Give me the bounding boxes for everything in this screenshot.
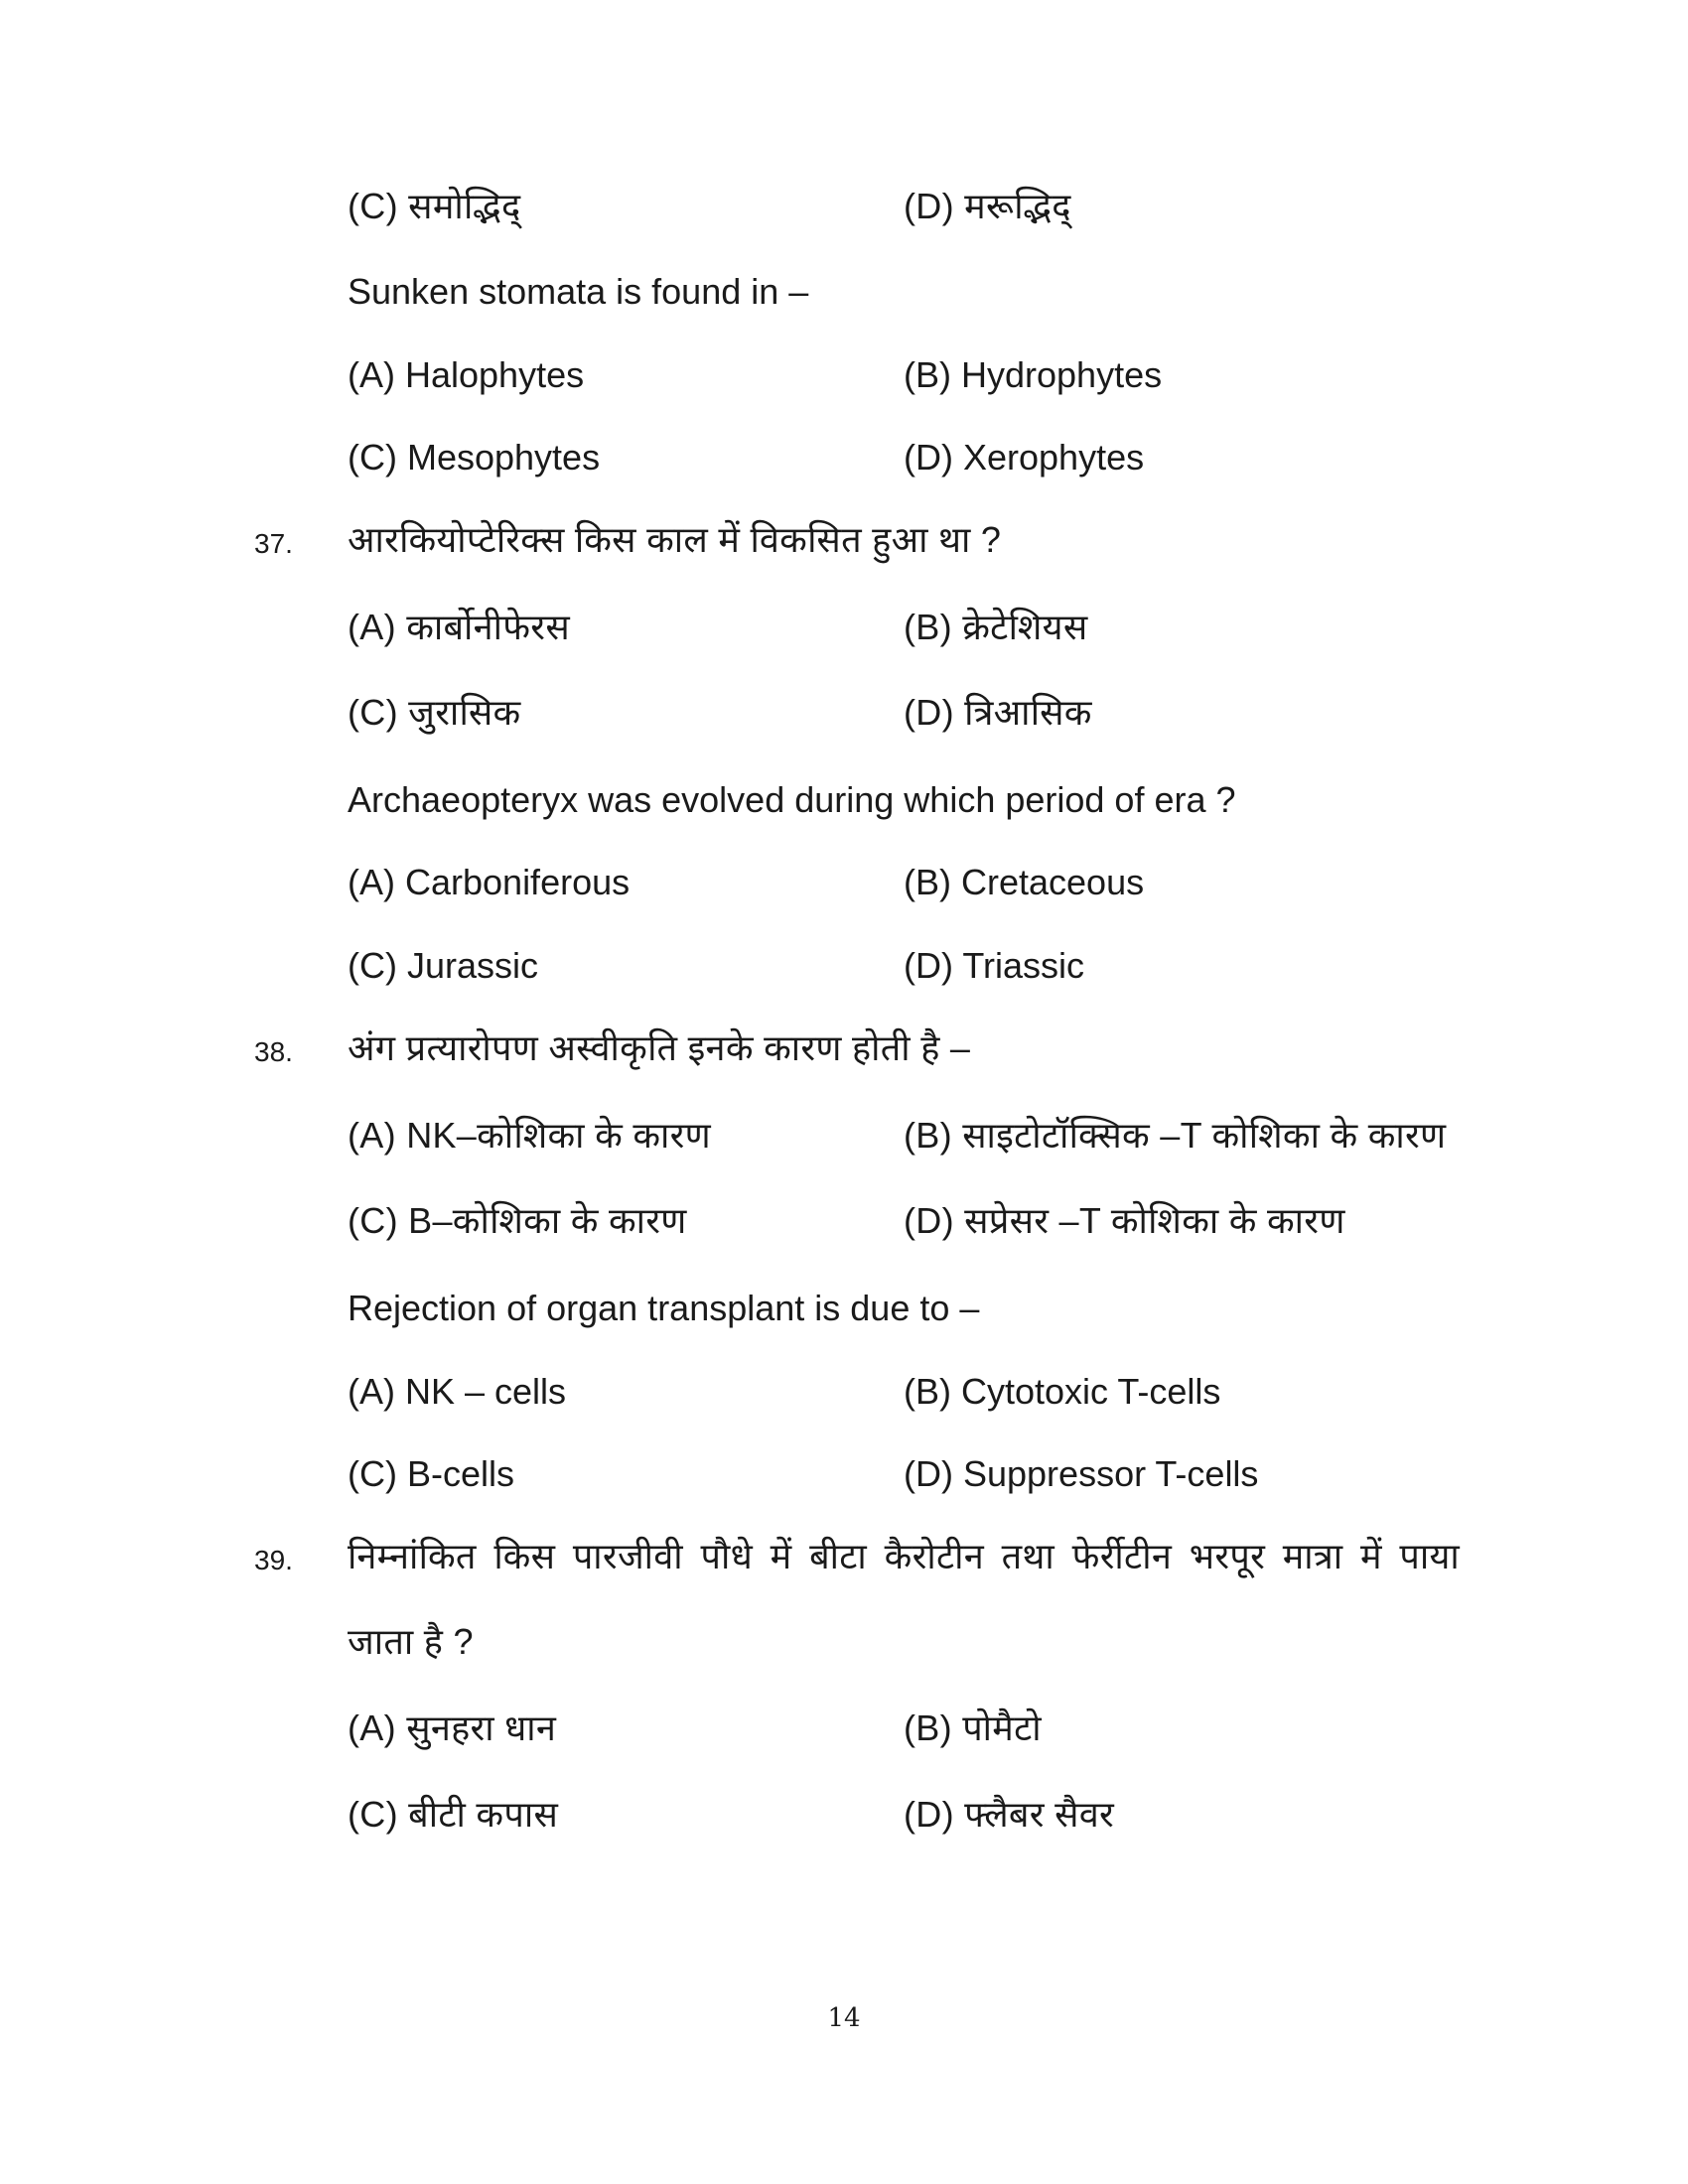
q38-hi-option-d: (D) सप्रेसर –T कोशिका के कारण xyxy=(904,1200,1345,1241)
q38-en-option-b: (B) Cytotoxic T-cells xyxy=(904,1371,1221,1412)
q39-hi-option-a: (A) सुनहरा धान xyxy=(348,1707,557,1748)
q37-hi-option-d: (D) त्रिआसिक xyxy=(904,692,1092,733)
q38-en-option-c: (C) B-cells xyxy=(348,1453,514,1494)
q36-en-option-b: (B) Hydrophytes xyxy=(904,354,1163,395)
page-number: 14 xyxy=(827,2003,861,2033)
q38-hi-stem: अंग प्रत्यारोपण अस्वीकृति इनके कारण होती है – xyxy=(348,1027,971,1068)
q36-en-option-d: (D) Xerophytes xyxy=(904,437,1145,478)
q39-hi-option-d: (D) फ्लैबर सैवर xyxy=(904,1794,1115,1835)
q38-hi-option-c: (C) B–कोशिका के कारण xyxy=(348,1200,687,1241)
q37-en-option-a: (A) Carboniferous xyxy=(348,862,631,902)
q37-number: 37. xyxy=(254,528,293,559)
q39-hi-stem-line1: निम्नांकित किस पारजीवी पौधे में बीटा कैरोटीन तथा फेर्रीटीन भरपूर मात्रा में पाया xyxy=(348,1536,1460,1576)
q38-hi-option-b: (B) साइटोटॉक्सिक –T कोशिका के कारण xyxy=(904,1115,1447,1156)
q38-number: 38. xyxy=(254,1036,293,1067)
q36-en-stem: Sunken stomata is found in – xyxy=(348,271,809,312)
q37-hi-stem: आरकियोप्टेरिक्स किस काल में विकसित हुआ था ? xyxy=(348,519,1002,560)
q37-en-option-c: (C) Jurassic xyxy=(348,945,539,986)
q38-en-stem: Rejection of organ transplant is due to – xyxy=(348,1288,980,1328)
q36-hi-option-d: (D) मरूद्भिद् xyxy=(904,186,1071,226)
q36-en-option-a: (A) Halophytes xyxy=(348,354,585,395)
q37-en-option-b: (B) Cretaceous xyxy=(904,862,1145,902)
q37-hi-option-a: (A) कार्बोनीफेरस xyxy=(348,607,570,647)
q37-en-stem: Archaeopteryx was evolved during which period of era ? xyxy=(348,779,1236,820)
q36-en-option-c: (C) Mesophytes xyxy=(348,437,601,478)
q36-hi-option-c: (C) समोद्भिद् xyxy=(348,186,521,226)
q39-hi-option-b: (B) पोमैटो xyxy=(904,1707,1042,1748)
q38-en-option-a: (A) NK – cells xyxy=(348,1371,567,1412)
q38-hi-option-a: (A) NK–कोशिका के कारण xyxy=(348,1115,711,1156)
q38-en-option-d: (D) Suppressor T-cells xyxy=(904,1453,1259,1494)
q39-hi-option-c: (C) बीटी कपास xyxy=(348,1794,559,1835)
q39-number: 39. xyxy=(254,1545,293,1575)
q37-hi-option-b: (B) क्रेटेशियस xyxy=(904,607,1088,647)
q37-hi-option-c: (C) जुरासिक xyxy=(348,692,521,733)
q39-hi-stem-line2: जाता है ? xyxy=(348,1621,474,1662)
q37-en-option-d: (D) Triassic xyxy=(904,945,1084,986)
